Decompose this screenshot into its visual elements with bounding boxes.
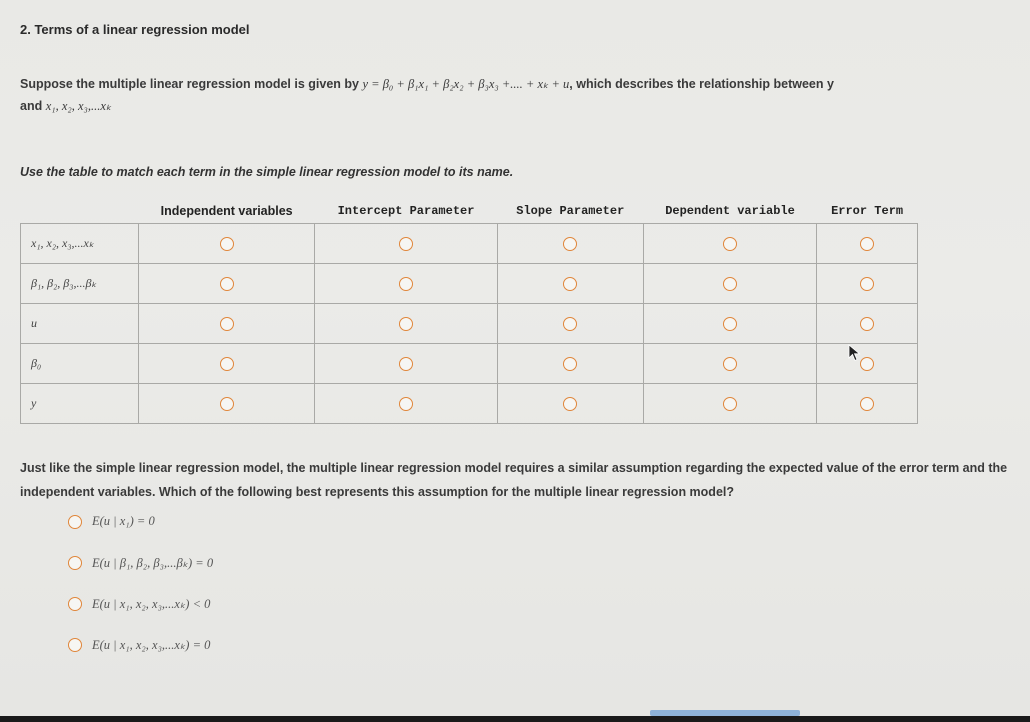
option-label: E(u | x₁, x₂, x₃,...xₖ) < 0 — [92, 597, 211, 611]
radio-button[interactable] — [399, 357, 413, 371]
radio-button[interactable] — [723, 397, 737, 411]
radio-button[interactable] — [860, 317, 874, 331]
radio-button[interactable] — [220, 237, 234, 251]
table-row — [21, 384, 918, 424]
table-row — [21, 224, 918, 264]
radio-button[interactable] — [220, 277, 234, 291]
intro-text-2: , which describes the relationship between y — [569, 77, 834, 91]
term-cell: β₁, β₂, β₃,...βₖ — [21, 264, 139, 304]
instruction-text: Use the table to match each term in the simple linear regression model to its name. — [20, 165, 514, 179]
empty-header-cell — [21, 199, 139, 224]
term-cell: y — [21, 384, 139, 424]
radio-button[interactable] — [68, 556, 82, 570]
table-header-row — [21, 199, 918, 224]
radio-button[interactable] — [220, 317, 234, 331]
column-header: Error Term — [831, 204, 904, 218]
radio-button[interactable] — [68, 597, 82, 611]
model-equation: y = β₀ + β₁x₁ + β₂x₂ + β₃x₃ +.... + xₖ + u — [362, 77, 570, 91]
radio-button[interactable] — [399, 277, 413, 291]
term-cell: u — [21, 304, 139, 344]
table-row — [21, 344, 918, 384]
table-row — [21, 304, 918, 344]
column-header: Slope Parameter — [516, 204, 625, 218]
answer-options — [68, 514, 213, 678]
intro-text: Suppose the multiple linear regression model is given by — [20, 77, 359, 91]
answer-option[interactable] — [68, 637, 213, 678]
column-header: Independent variables — [160, 204, 293, 218]
radio-button[interactable] — [563, 357, 577, 371]
radio-button[interactable] — [68, 515, 82, 529]
radio-button[interactable] — [220, 357, 234, 371]
option-label: E(u | β₁, β₂, β₃,...βₖ) = 0 — [92, 556, 214, 570]
radio-button[interactable] — [723, 357, 737, 371]
term-cell: x₁, x₂, x₃,...xₖ — [21, 224, 139, 264]
answer-option[interactable] — [68, 514, 213, 555]
radio-button[interactable] — [860, 357, 874, 371]
bottom-bar — [650, 710, 800, 716]
x-variables: x₁, x₂, x₃,...xₖ — [45, 99, 112, 113]
table-row — [21, 264, 918, 304]
radio-button[interactable] — [399, 317, 413, 331]
column-header: Dependent variable — [665, 204, 795, 218]
mouse-cursor-icon — [848, 344, 862, 362]
radio-button[interactable] — [220, 397, 234, 411]
radio-button[interactable] — [563, 317, 577, 331]
radio-button[interactable] — [860, 237, 874, 251]
radio-button[interactable] — [563, 277, 577, 291]
radio-button[interactable] — [860, 397, 874, 411]
column-header: Intercept Parameter — [337, 204, 475, 218]
question-intro — [20, 73, 1010, 117]
intro-text-3: and — [20, 99, 43, 113]
radio-button[interactable] — [723, 317, 737, 331]
question-title: 2. Terms of a linear regression model — [20, 22, 250, 37]
radio-button[interactable] — [723, 277, 737, 291]
answer-option[interactable] — [68, 555, 213, 596]
radio-button[interactable] — [563, 397, 577, 411]
radio-button[interactable] — [563, 237, 577, 251]
radio-button[interactable] — [68, 638, 82, 652]
radio-button[interactable] — [860, 277, 874, 291]
question2-text: Just like the simple linear regression model, the multiple linear regression model requires a similar assumption regarding the expected value of the error term and the independent variables. Which of the following best represents this assumption for the multiple linear regression model? — [20, 461, 1008, 499]
radio-button[interactable] — [399, 397, 413, 411]
option-label: E(u | x₁) = 0 — [92, 514, 155, 528]
matching-table — [20, 199, 918, 424]
answer-option[interactable] — [68, 596, 213, 637]
radio-button[interactable] — [399, 237, 413, 251]
radio-button[interactable] — [723, 237, 737, 251]
option-label: E(u | x₁, x₂, x₃,...xₖ) = 0 — [92, 638, 211, 652]
term-cell: β₀ — [21, 344, 139, 384]
